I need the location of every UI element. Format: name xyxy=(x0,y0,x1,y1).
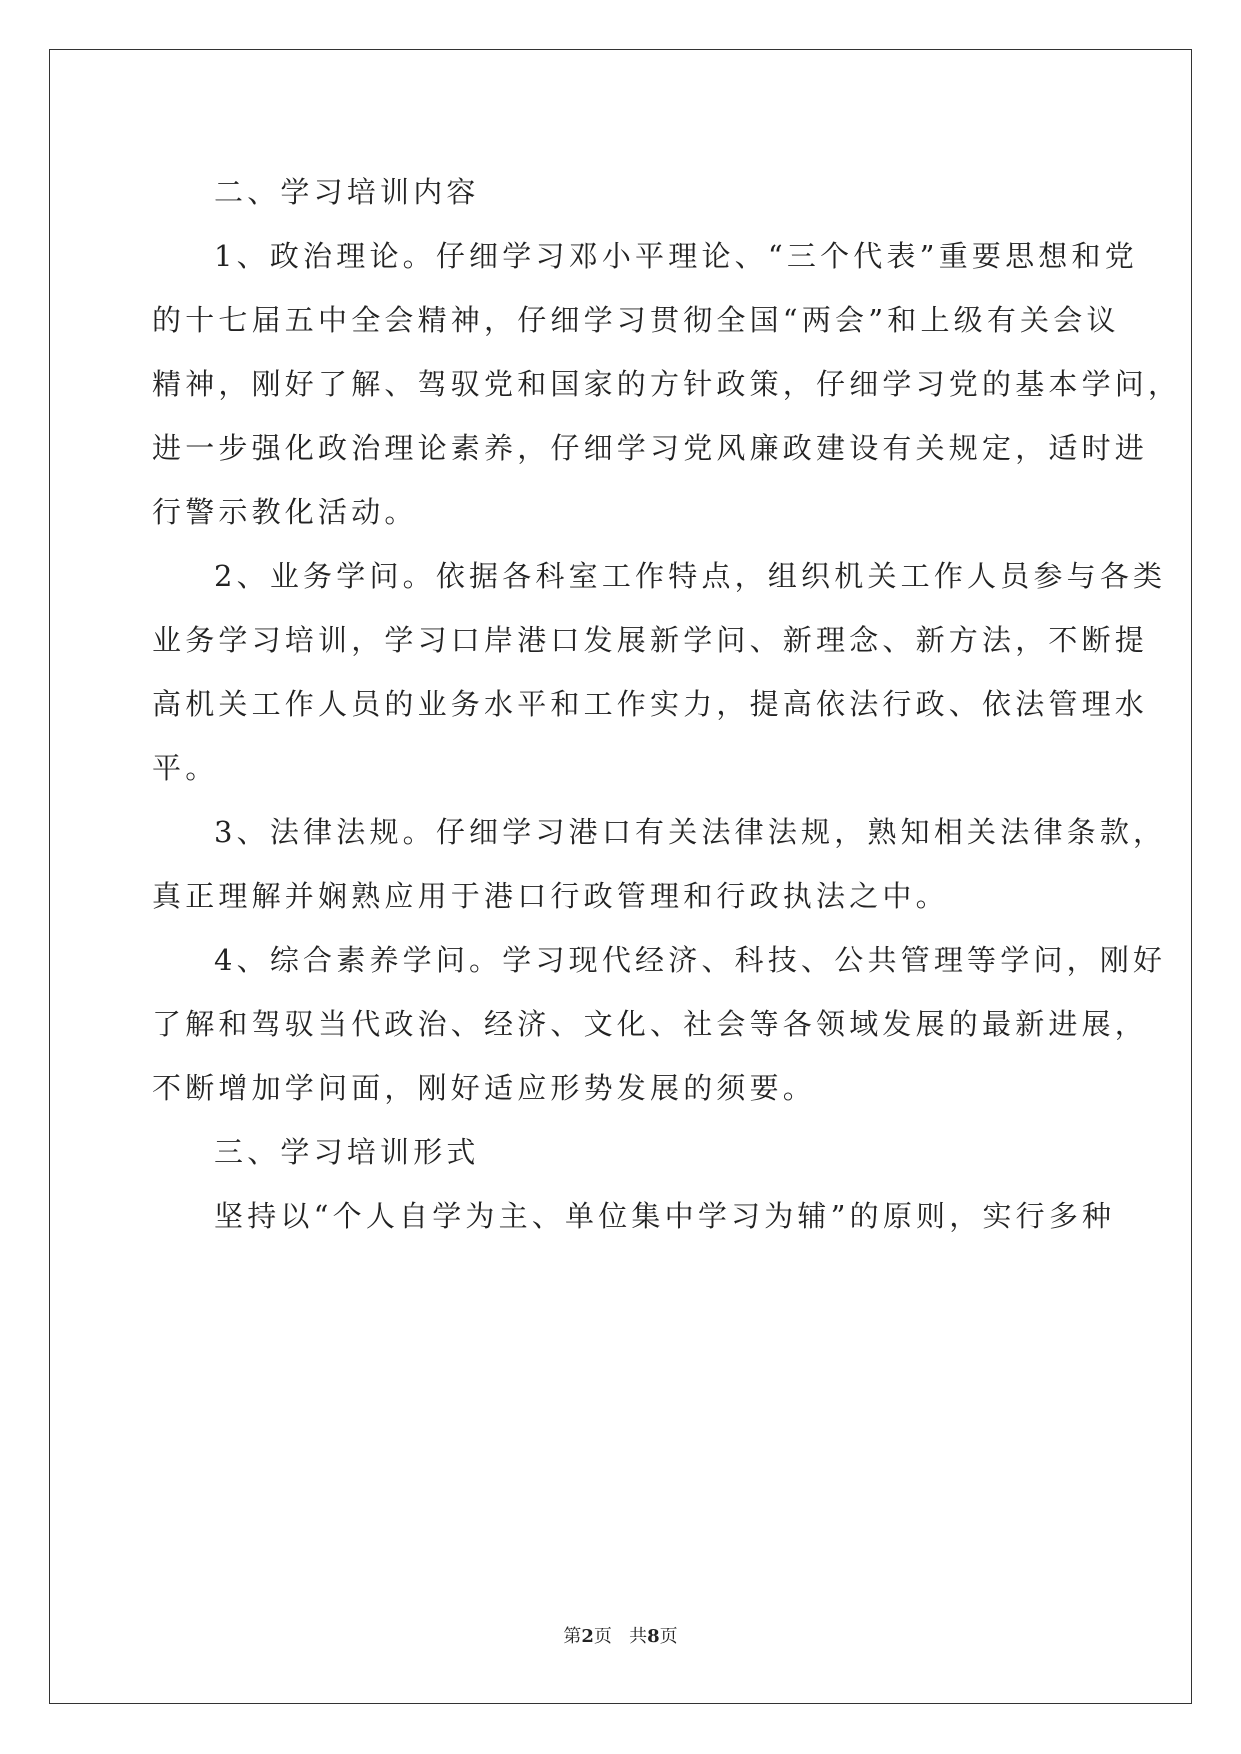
footer-total-suffix: 页 xyxy=(659,1626,678,1647)
footer-total-prefix: 共 xyxy=(629,1626,648,1647)
text-line: 4、综合素养学问。学习现代经济、科技、公共管理等学问，刚好 xyxy=(214,943,1167,977)
text-line: 坚持以“个人自学为主、单位集中学习为辅”的原则，实行多种 xyxy=(214,1199,1116,1233)
document-body xyxy=(152,160,1182,1248)
text-line: 2、业务学问。依据各科室工作特点，组织机关工作人员参与各类 xyxy=(214,559,1167,593)
text-line: 三、学习培训形式 xyxy=(214,1135,480,1169)
footer-page-word: 页 xyxy=(593,1626,612,1647)
section-heading xyxy=(152,1120,1092,1184)
text-line: 二、学习培训内容 xyxy=(214,175,480,209)
page-footer xyxy=(0,1622,1241,1648)
current-page-number: 2 xyxy=(581,1626,594,1647)
text-line: 平。 xyxy=(152,751,219,785)
text-line: 行警示教化活动。 xyxy=(152,495,418,529)
text-line: 1、政治理论。仔细学习邓小平理论、“三个代表”重要思想和党 xyxy=(214,239,1138,273)
text-line: 不断增加学问面，刚好适应形势发展的须要。 xyxy=(152,1071,817,1105)
text-line: 真正理解并娴熟应用于港口行政管理和行政执法之中。 xyxy=(152,879,949,913)
paragraph xyxy=(152,1184,1116,1248)
paragraph xyxy=(152,224,1182,544)
text-line: 精神，刚好了解、驾驭党和国家的方针政策，仔细学习党的基本学问， xyxy=(152,367,1182,401)
text-line: 业务学习培训，学习口岸港口发展新学问、新理念、新方法，不断提 xyxy=(152,623,1149,657)
text-line: 的十七届五中全会精神，仔细学习贯彻全国“两会”和上级有关会议 xyxy=(152,303,1120,337)
total-pages-number: 8 xyxy=(647,1626,660,1647)
paragraph xyxy=(152,800,1167,928)
paragraph xyxy=(152,544,1167,800)
text-line: 高机关工作人员的业务水平和工作实力，提高依法行政、依法管理水 xyxy=(152,687,1149,721)
text-line: 3、法律法规。仔细学习港口有关法律法规，熟知相关法律条款， xyxy=(214,815,1167,849)
text-line: 进一步强化政治理论素养，仔细学习党风廉政建设有关规定，适时进 xyxy=(152,431,1149,465)
text-line: 了解和驾驭当代政治、经济、文化、社会等各领域发展的最新进展， xyxy=(152,1007,1149,1041)
paragraph xyxy=(152,928,1167,1120)
footer-prefix: 第 xyxy=(563,1626,582,1647)
section-heading xyxy=(152,160,1092,224)
